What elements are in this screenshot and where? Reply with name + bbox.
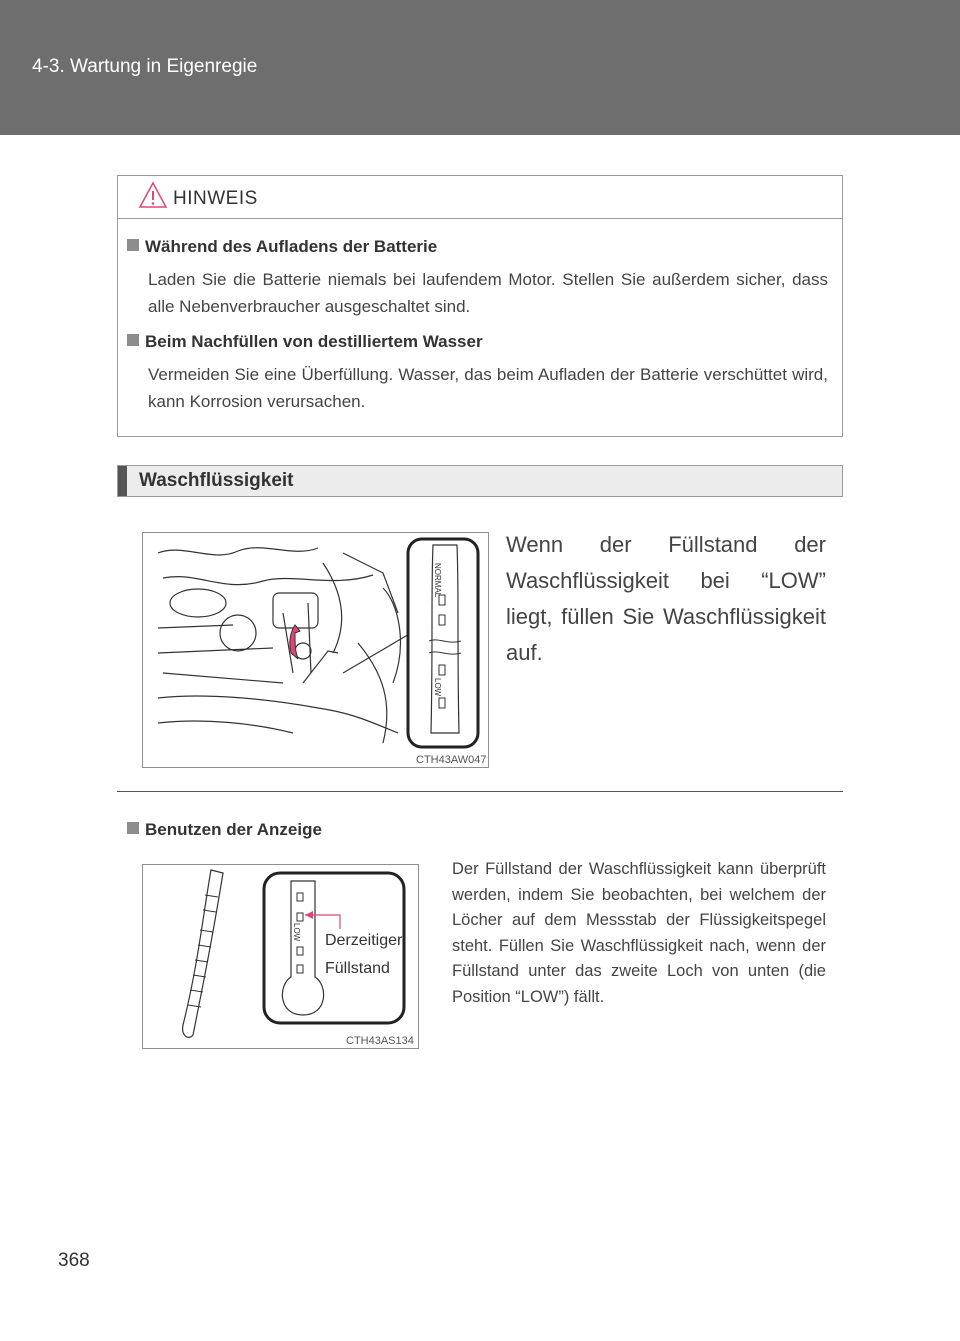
subsection-heading: Benutzen der Anzeige xyxy=(127,820,322,840)
subsection-text: Der Füllstand der Waschflüssigkeit kann überprüft werden, indem Sie beobachten, bei welchem der Löcher auf dem Messstab der Flüssigkeitspegel steht. Füllen Sie Waschflüssigkeit nach, wenn der Füllstand unter das zweite Loch von unten (die Position “LOW”) fällt. xyxy=(452,860,826,1006)
figure-code: CTH43AW047 xyxy=(416,754,487,766)
bullet-square-icon xyxy=(127,239,139,251)
bullet-square-icon xyxy=(127,822,139,834)
warning-icon xyxy=(138,180,168,210)
intro-text: Wenn der Füllstand der Waschflüssigkeit bei “LOW” liegt, füllen Sie Waschflüssigkeit auf. xyxy=(506,532,826,665)
bullet-square-icon xyxy=(127,334,139,346)
page-number: 368 xyxy=(58,1250,90,1271)
section-title-washer: Waschflüssigkeit xyxy=(139,470,294,491)
notice-text-2: Vermeiden Sie eine Überfüllung. Wasser, das beim Aufladen der Batterie verschüttet wird, kann Korrosion verursachen. xyxy=(148,365,828,411)
notice-header xyxy=(118,176,842,219)
divider xyxy=(117,791,843,792)
low-label-2: LOW xyxy=(292,923,301,942)
figure-code-2: CTH43AS134 xyxy=(346,1035,414,1047)
notice-heading-2: Beim Nachfüllen von destilliertem Wasser xyxy=(127,332,483,352)
section-heading-bar xyxy=(117,465,843,497)
section-title: 4-3. Wartung in Eigenregie xyxy=(32,56,258,77)
current-level-callout: Derzeitiger Füllstand xyxy=(325,932,403,977)
notice-text-1: Laden Sie die Batterie niemals bei laufendem Motor. Stellen Sie außerdem sicher, dass alle Nebenverbraucher ausgeschaltet sind. xyxy=(148,270,828,316)
figure-engine-bay xyxy=(142,532,489,768)
figure-dipstick xyxy=(142,864,419,1049)
engine-bay-illustration xyxy=(143,533,488,767)
notice-title: HINWEIS xyxy=(173,188,258,209)
notice-heading-1: Während des Aufladens der Batterie xyxy=(127,237,437,257)
page-header xyxy=(0,0,960,135)
low-label: LOW xyxy=(433,678,442,697)
normal-label: NORMAL xyxy=(433,563,442,598)
section-accent xyxy=(118,466,127,496)
notice-box xyxy=(117,175,843,437)
